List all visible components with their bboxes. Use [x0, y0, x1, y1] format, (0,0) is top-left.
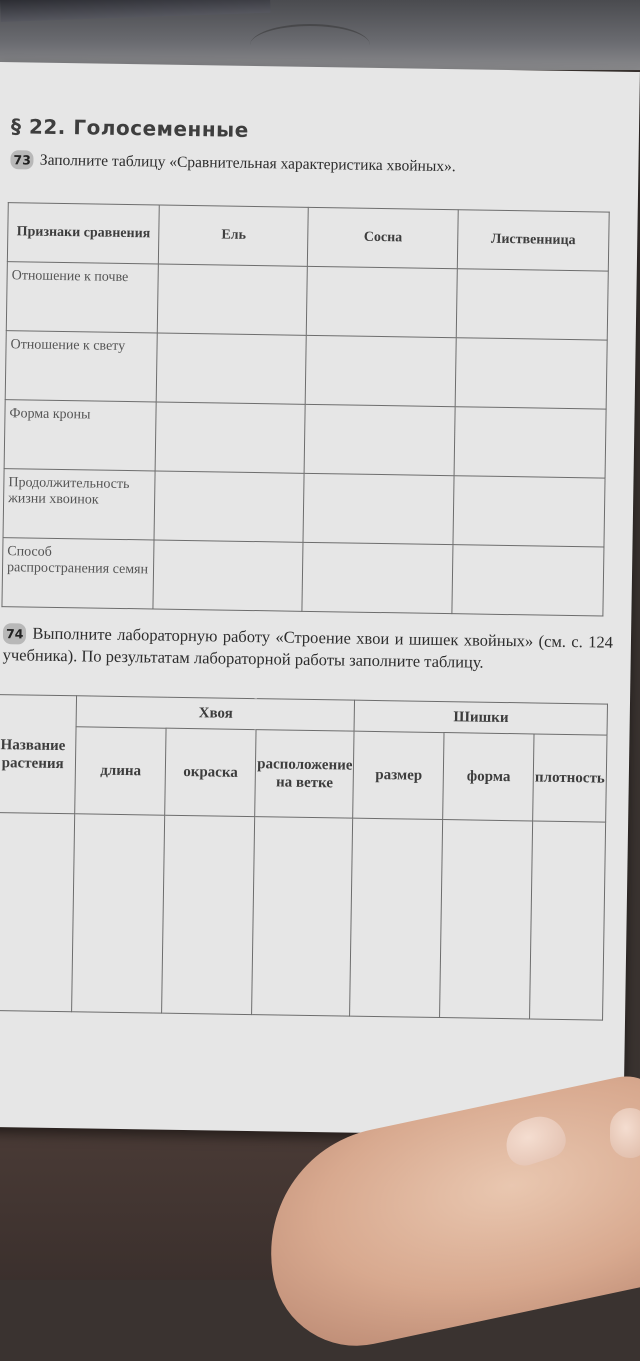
comparison-table	[1, 202, 609, 616]
table-row	[4, 400, 606, 478]
answer-cell[interactable]	[306, 335, 457, 406]
table-row	[6, 262, 608, 340]
answer-cell[interactable]	[307, 266, 458, 337]
row-label: Отношение к свету	[5, 331, 157, 402]
table-row	[3, 469, 605, 547]
header-color: окраска	[165, 728, 256, 816]
answer-cell[interactable]	[456, 269, 608, 340]
answer-cell[interactable]	[162, 815, 255, 1014]
answer-cell[interactable]	[305, 404, 456, 475]
sub-header-row	[0, 725, 607, 822]
answer-cell[interactable]	[153, 540, 303, 611]
answer-cell[interactable]	[440, 820, 533, 1019]
header-arrangement: расположение на ветке	[255, 730, 355, 819]
answer-cell[interactable]	[155, 402, 305, 473]
task-number: 74	[3, 623, 27, 644]
background-desk	[0, 0, 640, 70]
pen	[0, 0, 271, 22]
header-cones: Шишки	[355, 700, 608, 735]
section-title: § 22. Голосеменные	[10, 114, 250, 142]
answer-cell[interactable]	[455, 338, 607, 409]
answer-cell[interactable]	[252, 817, 353, 1017]
header-shape: форма	[443, 733, 534, 821]
table-row	[0, 812, 606, 1020]
answer-cell[interactable]	[350, 818, 443, 1017]
table-row	[5, 331, 607, 409]
answer-cell[interactable]	[302, 542, 453, 613]
answer-cell[interactable]	[530, 821, 606, 1020]
task-text: Выполните лабораторную работу «Строение хвои и шишек хвойных» (см. с. 124 учебника). По результатам лабораторной работы заполните таблицу.	[2, 623, 614, 672]
row-label: Продолжительность жизни хвоинок	[3, 469, 155, 540]
header-size: размер	[353, 731, 444, 819]
lab-results-table	[0, 694, 608, 1021]
task-73	[10, 150, 610, 178]
task-text: Заполните таблицу «Сравнительная характеристика хвойных».	[39, 151, 456, 176]
table-row	[2, 538, 604, 616]
row-label: Форма кроны	[4, 400, 156, 471]
answer-cell[interactable]	[158, 264, 308, 335]
row-label: Способ распространения семян	[2, 538, 154, 609]
header-needles: Хвоя	[77, 696, 355, 731]
table-header-row	[7, 203, 609, 271]
answer-cell[interactable]	[0, 812, 75, 1011]
task-number: 73	[10, 150, 34, 169]
header-length: длина	[75, 727, 166, 815]
answer-cell[interactable]	[156, 333, 306, 404]
answer-cell[interactable]	[303, 473, 454, 544]
page-number	[0, 1020, 1, 1039]
answer-cell[interactable]	[72, 814, 165, 1013]
row-label: Отношение к почве	[6, 262, 158, 333]
task-74	[3, 622, 614, 675]
scribble	[250, 24, 370, 66]
answer-cell[interactable]	[453, 476, 605, 547]
answer-cell[interactable]	[452, 545, 604, 616]
header-plant-name: Название растения	[0, 694, 77, 813]
answer-cell[interactable]	[454, 407, 606, 478]
header-spruce: Ель	[159, 205, 309, 266]
answer-cell[interactable]	[154, 471, 304, 542]
header-pine: Сосна	[308, 207, 458, 268]
header-larch: Лиственница	[457, 210, 609, 271]
header-density: плотность	[533, 734, 607, 822]
fingernail	[610, 1108, 640, 1158]
header-features: Признаки сравнения	[7, 203, 159, 264]
workbook-page	[0, 62, 640, 1137]
